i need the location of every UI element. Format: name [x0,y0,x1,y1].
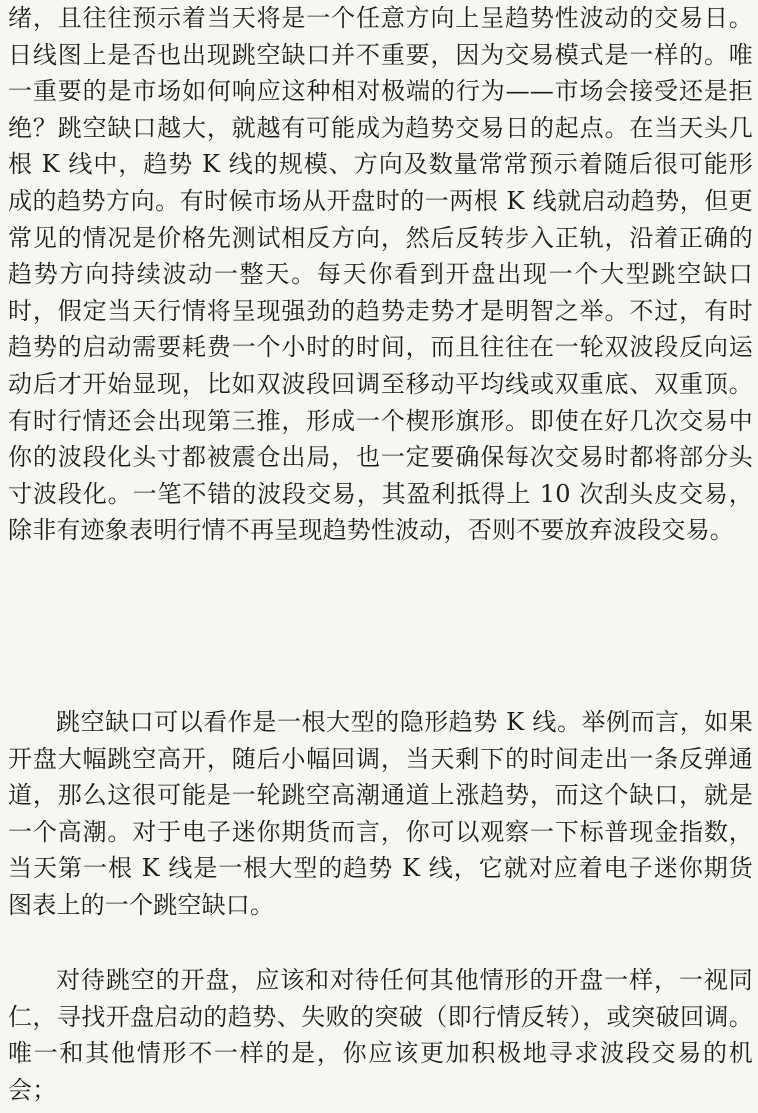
paragraph-gap-open-handling: 对待跳空的开盘，应该和对待任何其他情形的开盘一样，一视同仁，寻找开盘启动的趋势、失败的突破（即行情反转），或突破回调。唯一和其他情形不一样的是，你应该更加积极地寻求波段交易的机会； [8,966,753,1104]
paragraph-continuation: 绪，且往往预示着当天将是一个任意方向上呈趋势性波动的交易日。日线图上是否也出现跳空缺口并不重要，因为交易模式是一样的。唯一重要的是市场如何响应这种相对极端的行为——市场会接受还是拒绝？跳空缺口越大，就越有可能成为趋势交易日的起点。在当天头几根 K 线中，趋势 K 线的规模、方向及数量常常预示着随后很可能形成的趋势方向。有时候市场从开盘时的一两根 K 线就启动趋势，但更常见的情况是价格先测试相反方向，然后反转步入正轨，沿着正确的趋势方向持续波动一整天。每天你看到开盘出现一个大型跳空缺口时，假定当天行情将呈现强劲的趋势走势才是明智之举。不过，有时趋势的启动需要耗费一个小时的时间，而且往往在一轮双波段反向运动后才开始显现，比如双波段回调至移动平均线或双重底、双重顶。有时行情还会出现第三推，形成一个楔形旗形。即使在好几次交易中你的波段化头寸都被震仓出局，也一定要确保每次交易时都将部分头寸波段化。一笔不错的波段交易，其盈利抵得上 10 次刮头皮交易，除非有迹象表明行情不再呈现趋势性波动，否则不要放弃波段交易。 [8,4,753,545]
paragraph-gap-as-trend-bar: 跳空缺口可以看作是一根大型的隐形趋势 K 线。举例而言，如果开盘大幅跳空高开，随后小幅回调，当天剩下的时间走出一条反弹通道，那么这很可能是一轮跳空高潮通道上涨趋势，而这个缺口，就是一个高潮。对于电子迷你期货而言，你可以观察一下标普现金指数，当天第一根 K 线是一根大型的趋势 K 线，它就对应着电子迷你期货图表上的一个跳空缺口。 [8,708,753,919]
